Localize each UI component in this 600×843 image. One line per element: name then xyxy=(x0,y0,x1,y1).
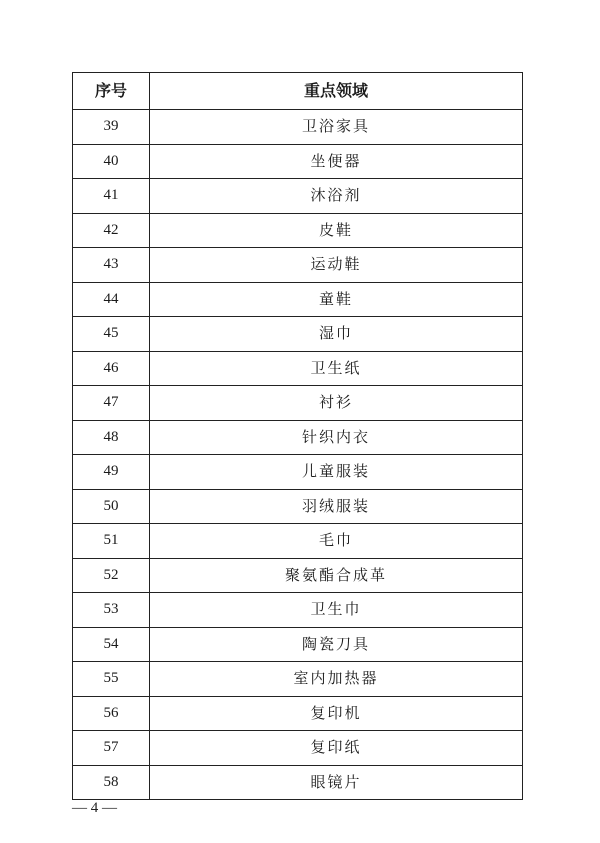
row-field: 毛巾 xyxy=(150,524,523,559)
table-row xyxy=(73,317,523,352)
row-field: 卫生巾 xyxy=(150,593,523,628)
row-seq: 40 xyxy=(73,144,150,179)
row-seq: 51 xyxy=(73,524,150,559)
row-field: 卫浴家具 xyxy=(150,110,523,145)
table-header-row xyxy=(73,73,523,110)
table-body xyxy=(73,110,523,800)
table-row xyxy=(73,489,523,524)
row-field: 室内加热器 xyxy=(150,662,523,697)
header-field: 重点领域 xyxy=(150,73,523,110)
row-field: 眼镜片 xyxy=(150,765,523,800)
table-row xyxy=(73,110,523,145)
row-seq: 52 xyxy=(73,558,150,593)
table-row xyxy=(73,731,523,766)
page-number: — 4 — xyxy=(72,800,117,816)
document-table-container xyxy=(72,72,522,800)
row-field: 衬衫 xyxy=(150,386,523,421)
row-field: 复印机 xyxy=(150,696,523,731)
row-seq: 41 xyxy=(73,179,150,214)
row-seq: 58 xyxy=(73,765,150,800)
row-seq: 53 xyxy=(73,593,150,628)
row-seq: 56 xyxy=(73,696,150,731)
row-seq: 43 xyxy=(73,248,150,283)
row-field: 儿童服装 xyxy=(150,455,523,490)
row-seq: 48 xyxy=(73,420,150,455)
table-row xyxy=(73,248,523,283)
row-field: 童鞋 xyxy=(150,282,523,317)
row-field: 聚氨酯合成革 xyxy=(150,558,523,593)
row-field: 针织内衣 xyxy=(150,420,523,455)
row-seq: 55 xyxy=(73,662,150,697)
row-seq: 50 xyxy=(73,489,150,524)
table-row xyxy=(73,593,523,628)
table-row xyxy=(73,627,523,662)
row-seq: 46 xyxy=(73,351,150,386)
table-row xyxy=(73,420,523,455)
row-field: 复印纸 xyxy=(150,731,523,766)
row-field: 卫生纸 xyxy=(150,351,523,386)
key-fields-table xyxy=(72,72,523,800)
row-seq: 44 xyxy=(73,282,150,317)
table-row xyxy=(73,524,523,559)
row-field: 沐浴剂 xyxy=(150,179,523,214)
table-row xyxy=(73,351,523,386)
row-seq: 49 xyxy=(73,455,150,490)
row-seq: 39 xyxy=(73,110,150,145)
row-seq: 57 xyxy=(73,731,150,766)
table-row xyxy=(73,213,523,248)
table-row xyxy=(73,144,523,179)
row-field: 湿巾 xyxy=(150,317,523,352)
header-seq: 序号 xyxy=(73,73,150,110)
table-row xyxy=(73,662,523,697)
row-field: 运动鞋 xyxy=(150,248,523,283)
row-field: 陶瓷刀具 xyxy=(150,627,523,662)
row-seq: 47 xyxy=(73,386,150,421)
row-field: 坐便器 xyxy=(150,144,523,179)
row-field: 皮鞋 xyxy=(150,213,523,248)
row-field: 羽绒服装 xyxy=(150,489,523,524)
table-row xyxy=(73,179,523,214)
table-row xyxy=(73,282,523,317)
table-row xyxy=(73,696,523,731)
row-seq: 54 xyxy=(73,627,150,662)
table-row xyxy=(73,386,523,421)
row-seq: 45 xyxy=(73,317,150,352)
table-row xyxy=(73,455,523,490)
row-seq: 42 xyxy=(73,213,150,248)
table-row xyxy=(73,558,523,593)
table-row xyxy=(73,765,523,800)
